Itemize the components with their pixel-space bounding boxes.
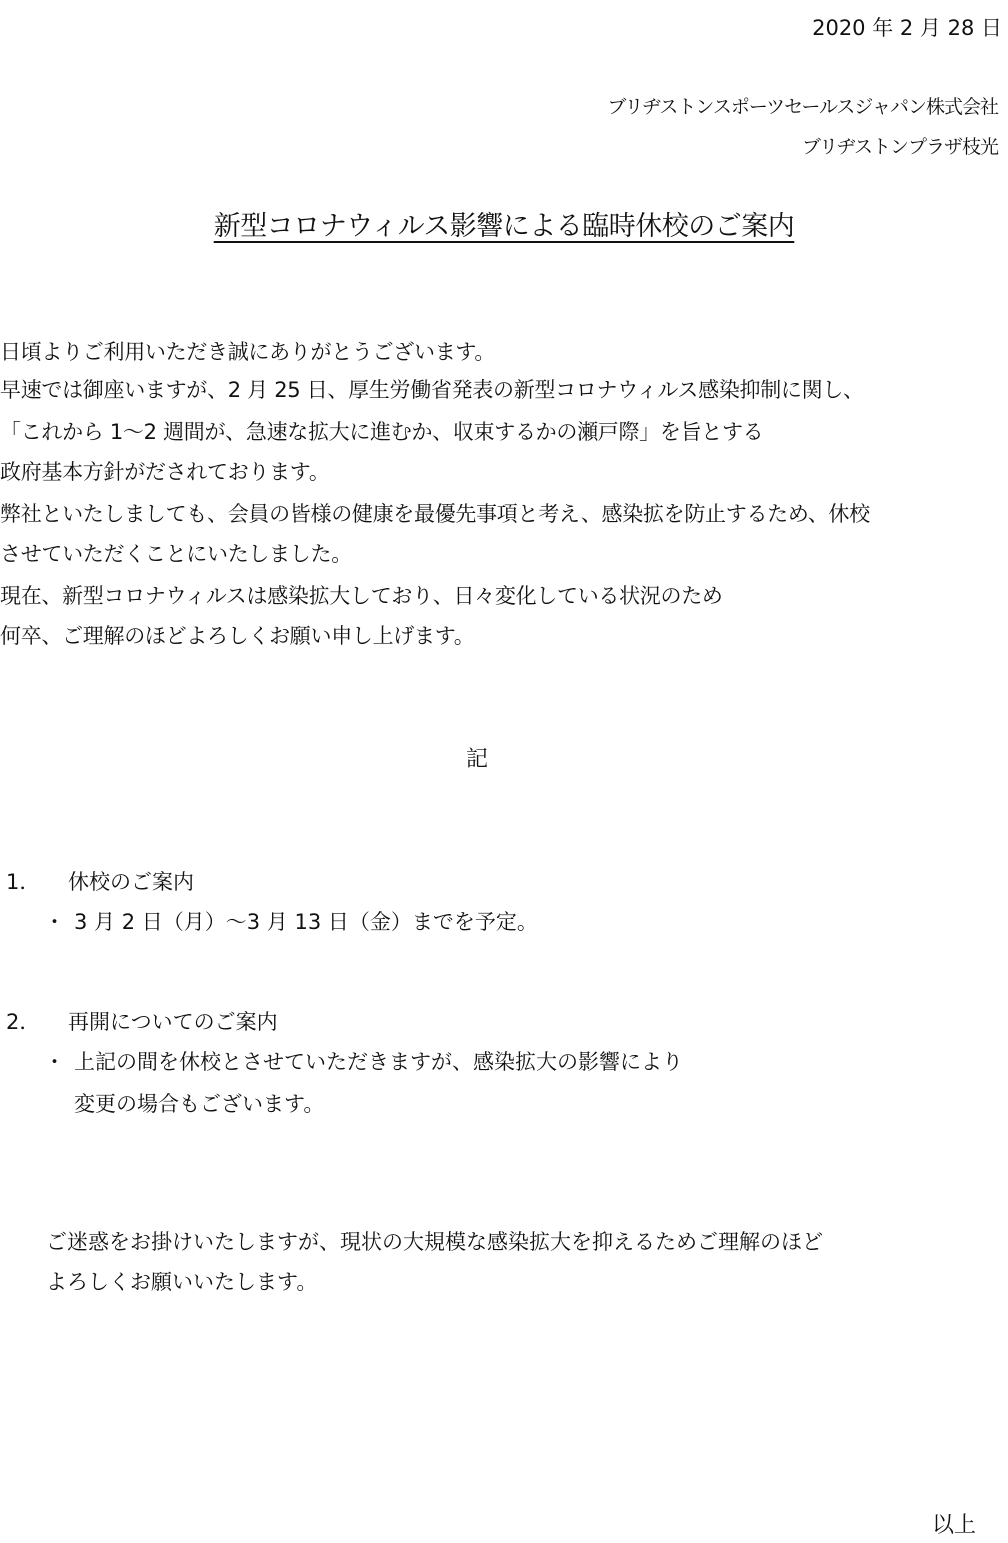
- section-item-text: 3 月 2 日（月）～3 月 13 日（金）までを予定。: [74, 910, 538, 934]
- section-number: 2．: [6, 1010, 41, 1034]
- notice-date: 2020 年 2 月 28 日: [812, 16, 1002, 40]
- body-line: 現在、新型コロナウィルスは感染拡大しており、日々変化している状況のため: [0, 584, 723, 608]
- body-line: 政府基本方針がだされております。: [0, 460, 330, 484]
- body-line: 日頃よりご利用いただき誠にありがとうございます。: [0, 340, 496, 364]
- section-title: 再開についてのご案内: [68, 1010, 278, 1034]
- section-item-text: 上記の間を休校とさせていただきますが、感染拡大の影響により: [74, 1050, 683, 1074]
- body-line: 早速では御座いますが、2 月 25 日、厚生労働省発表の新型コロナウィルス感染抑制に関し、: [0, 378, 864, 402]
- section-title: 休校のご案内: [68, 870, 194, 894]
- notice-title-text: 新型コロナウィルス影響による臨時休校のご案内: [213, 211, 795, 242]
- branch-name: ブリヂストンプラザ枝光: [801, 136, 998, 158]
- end-mark: 以上: [931, 1513, 976, 1538]
- bullet-dot: ・: [44, 910, 65, 934]
- body-line: 弊社といたしましても、会員の皆様の健康を最優先事項と考え、感染拡を防止するため、休校: [0, 502, 870, 526]
- body-line: 「これから 1～2 週間が、急速な拡大に進むか、収束するかの瀬戸際」を旨とする: [0, 420, 764, 444]
- notice-title: [0, 204, 1008, 243]
- closing-line: ご迷惑をお掛けいたしますが、現状の大規模な感染拡大を抑えるためご理解のほど: [46, 1230, 823, 1254]
- section-number: 1．: [6, 870, 41, 894]
- company-name: ブリヂストンスポーツセールスジャパン株式会社: [607, 96, 998, 118]
- section-item-text: 変更の場合もございます。: [74, 1092, 325, 1116]
- body-line: させていただくことにいたしました。: [0, 542, 352, 566]
- closing-line: よろしくお願いいたします。: [46, 1270, 318, 1294]
- ki-heading: 記: [466, 747, 489, 772]
- body-line: 何卒、ご理解のほどよろしくお願い申し上げます。: [0, 624, 475, 648]
- bullet-dot: ・: [44, 1050, 65, 1074]
